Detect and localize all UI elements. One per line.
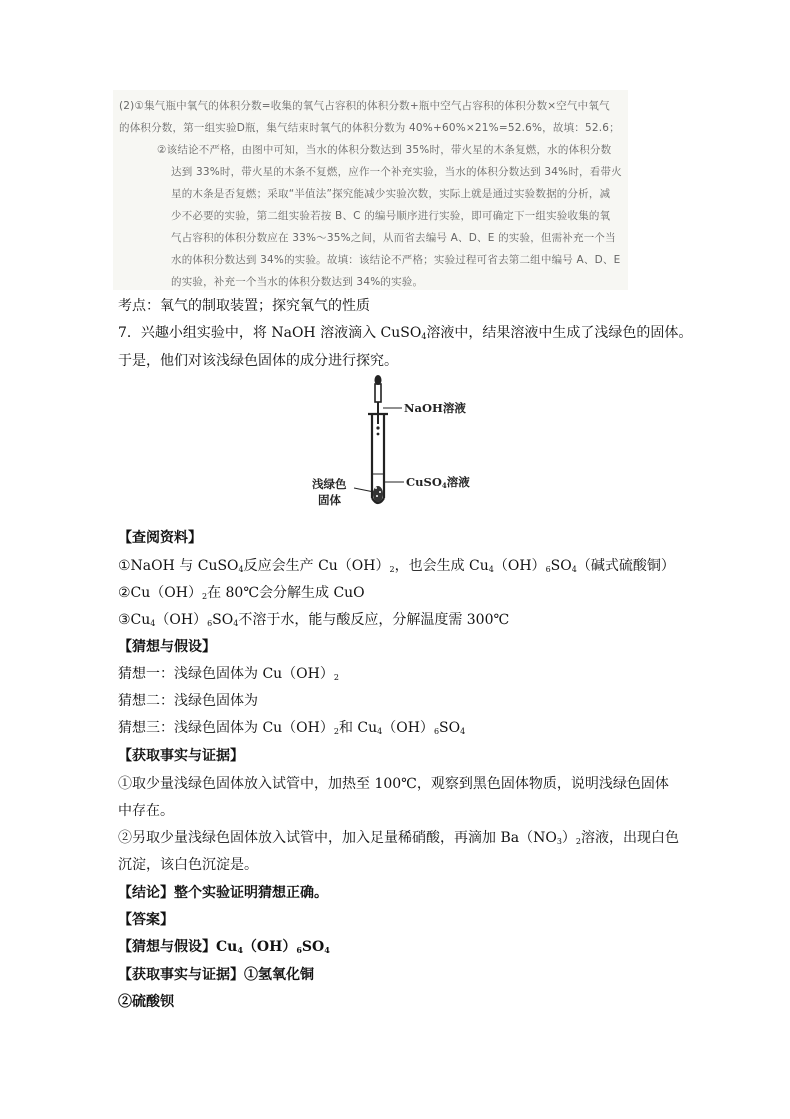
scan-line: 气占容积的体积分数应在 33%～35%之间，从而省去编号 A、D、E 的实验，但需补充一个当: [171, 232, 616, 244]
fact-1-line-2: 中存在。: [118, 803, 174, 819]
scan-line: ②该结论不严格，由图中可知，当水的体积分数达到 35%时，带火星的木条复燃，水的体积分数: [157, 144, 612, 156]
text: ，也会生成 Cu: [394, 558, 489, 574]
text: 在 80℃会分解生成 CuO: [207, 585, 365, 601]
dropper-icon: [375, 375, 382, 435]
text: ②Cu（OH）: [118, 585, 202, 601]
text: 反应会生产 Cu（OH）: [243, 558, 390, 574]
subscript: 4: [571, 565, 577, 574]
scan-line: (2)①集气瓶中氧气的体积分数=收集的氧气占容积的体积分数+瓶中空气占容积的体积分数×空气中氧气: [119, 100, 610, 112]
subscript: 2: [333, 673, 339, 682]
answer-2: 【获取事实与证据】①氢氧化铜: [118, 967, 314, 983]
subscript: 6: [207, 619, 213, 628]
scan-line: 达到 33%时，带火星的木条不复燃，应作一个补充实验，当水的体积分数达到 34%时，看带火: [171, 166, 622, 178]
text: ②另取少量浅绿色固体放入试管中，加入足量稀硝酸，再滴加 Ba（NO: [118, 830, 557, 846]
scan-line: 的实验，补充一个当水的体积分数达到 34%的实验。: [171, 276, 424, 288]
subscript: 4: [324, 945, 330, 955]
naoh-label: NaOH溶液: [404, 401, 466, 415]
text: （碱式硫酸铜）: [576, 558, 675, 574]
question-line-1: [118, 324, 692, 342]
text: （OH）: [493, 558, 546, 574]
text: （OH）: [242, 939, 297, 955]
text: SO: [439, 720, 461, 736]
text: ）: [561, 830, 576, 846]
fact-1-line-1: ①取少量浅绿色固体放入试管中，加热至 100℃，观察到黑色固体物质，说明浅绿色固体: [118, 776, 669, 792]
scan-line: 水的体积分数达到 34%的实验。故填：该结论不严格；实验过程可省去第二组中编号 A、D、E: [171, 254, 621, 266]
subscript: 2: [333, 727, 339, 736]
subscript: 2: [201, 592, 208, 601]
text: SO: [550, 558, 572, 574]
text: 溶液，出现白色: [581, 830, 679, 846]
solid-label-1: 浅绿色: [312, 477, 347, 491]
subscript: 4: [237, 945, 243, 955]
solid-label-2: 固体: [318, 493, 341, 507]
scan-line: 少不必要的实验，第二组实验若按 B、C 的编号顺序进行实验，即可确定下一组实验收集的氧: [171, 210, 611, 222]
text: ③Cu: [118, 612, 151, 628]
test-tube-diagram: [312, 374, 497, 512]
subscript: 3: [556, 837, 562, 846]
text: 猜想一：浅绿色固体为 Cu（OH）: [118, 666, 334, 682]
subscript: 2: [575, 837, 581, 846]
fact-2-line-1: [118, 829, 679, 847]
subscript: 4: [150, 619, 156, 628]
text: 不溶于水，能与酸反应，分解温度需 300℃: [238, 612, 510, 628]
kaodian-line: 考点：氧气的制取装置；探究氧气的性质: [118, 298, 370, 314]
subscript: 6: [296, 945, 302, 955]
question-line-2: 于是，他们对该浅绿色固体的成分进行探究。: [118, 353, 398, 369]
text: 7．兴趣小组实验中，将 NaOH 溶液滴入 CuSO: [118, 325, 422, 341]
subscript: 4: [488, 565, 494, 574]
conclusion-line: 【结论】整个实验证明猜想正确。: [118, 885, 328, 901]
subscript: 4: [421, 332, 427, 341]
text: 溶液中，结果溶液中生成了浅绿色的固体。: [426, 325, 693, 341]
scan-line: 星的木条是否复燃；采取“半值法”探究能减少实验次数，实际上就是通过实验数据的分析，减: [171, 188, 611, 200]
subscript: 4: [460, 727, 466, 736]
cuso4-label: CuSO4溶液: [406, 475, 470, 490]
subscript: 4: [233, 619, 239, 628]
fact-2-line-2: 沉淀，该白色沉淀是。: [118, 857, 258, 873]
answer-1: [118, 938, 330, 956]
guess-2: 猜想二：浅绿色固体为: [118, 693, 258, 709]
text: SO: [301, 939, 325, 955]
text: （OH）: [155, 612, 208, 628]
subscript: 6: [433, 727, 440, 736]
text: SO: [212, 612, 234, 628]
text: 和 Cu: [338, 720, 378, 736]
subscript: 4: [238, 565, 244, 574]
subscript: 6: [545, 565, 551, 574]
scan-line: 的体积分数，第一组实验D瓶，集气结束时氧气的体积分数为 40%+60%×21%=52.6%，故填：52.6；: [119, 122, 620, 134]
reference-item-2: [118, 584, 365, 602]
text: （OH）: [382, 720, 434, 736]
scanned-solution-image: [113, 90, 628, 290]
test-tube-figure: [312, 374, 497, 512]
guess-3: [118, 719, 465, 737]
answer-title: 【答案】: [118, 912, 174, 928]
reference-item-3: [118, 611, 509, 629]
reference-item-1: [118, 557, 675, 575]
text: 【猜想与假设】Cu: [118, 939, 238, 955]
guess-1: [118, 665, 339, 683]
subscript: 2: [389, 565, 395, 574]
text: 猜想三：浅绿色固体为 Cu（OH）: [118, 720, 334, 736]
subscript: 4: [377, 727, 383, 736]
caixiang-title: 【猜想与假设】: [118, 639, 216, 655]
chayue-title: 【查阅资料】: [118, 530, 202, 546]
answer-3: ②硫酸钡: [118, 994, 174, 1010]
huoqu-title: 【获取事实与证据】: [118, 748, 244, 764]
text: ①NaOH 与 CuSO: [118, 558, 239, 574]
